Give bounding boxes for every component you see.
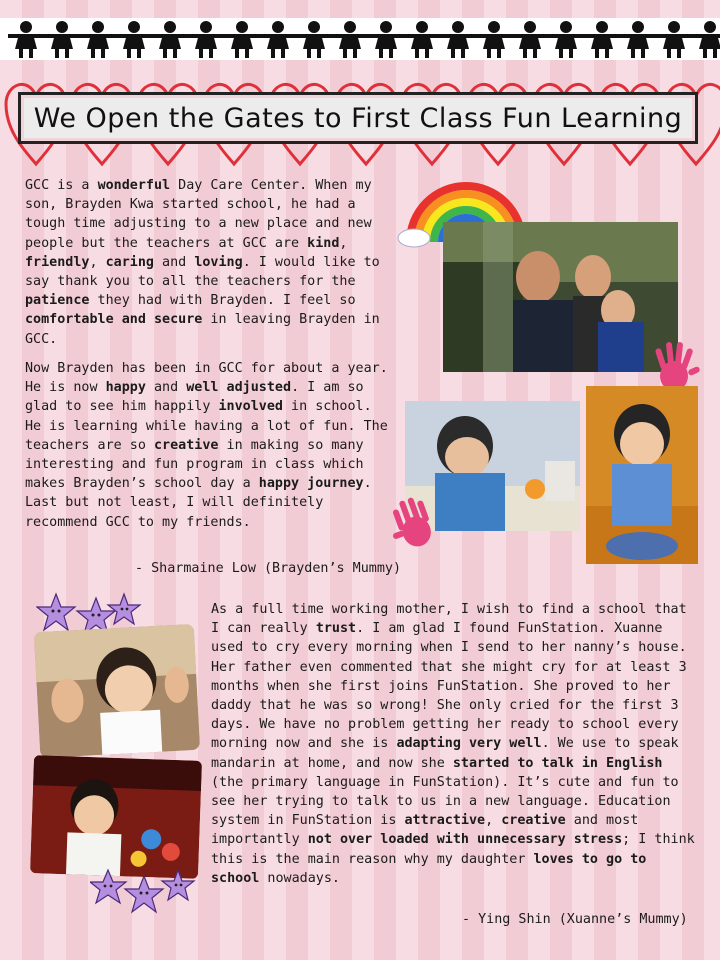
body-text: nowadays.	[259, 870, 340, 886]
emphasis-text: caring	[105, 254, 154, 270]
child-figure-icon	[224, 21, 260, 58]
emphasis-text: well adjusted	[186, 380, 292, 396]
testimonial-1-signature: - Sharmaine Low (Brayden’s Mummy)	[135, 561, 402, 576]
body-text: ,	[485, 813, 502, 829]
body-text: . I am so glad to see him happily	[25, 380, 364, 415]
body-text: GCC is a	[25, 178, 98, 193]
testimonial-1-paragraph-2	[25, 359, 393, 532]
child-figure-icon	[332, 21, 368, 58]
emphasis-text: happy journey	[258, 476, 364, 492]
emphasis-text: friendly	[25, 254, 90, 270]
body-text: (the primary language in FunStation). It’s cute and fun to see her trying to talk to us in a new language. Education system in FunStation is	[211, 774, 679, 829]
child-figure-icon	[476, 21, 512, 58]
body-text: As a full time working mother, I wish to find a school that I can really	[211, 602, 687, 637]
family-photo	[443, 222, 678, 372]
girl-waving-photo	[34, 624, 200, 758]
testimonial-1-paragraph-1	[25, 176, 393, 349]
child-figure-icon	[656, 21, 692, 58]
testimonial-1-text	[25, 176, 393, 355]
body-text: Day Care Center. When my son, Brayden Kwa started school, he had a tough time adjusting to a new place and new people but the teachers at GCC are	[25, 178, 372, 251]
child-figure-icon	[584, 21, 620, 58]
body-text: ,	[89, 254, 106, 270]
page-title: We Open the Gates to First Class Fun Learning	[33, 102, 683, 134]
child-figure-icon	[44, 21, 80, 58]
testimonial-1-text-cont	[25, 359, 393, 538]
testimonial-2-paragraph	[211, 600, 699, 888]
body-text: in leaving Brayden in GCC.	[25, 312, 380, 347]
body-text: and most importantly	[211, 813, 639, 848]
body-text: ,	[339, 235, 348, 251]
emphasis-text: trust	[315, 621, 357, 637]
body-text: . I would like to say thank you to all the teachers for the	[25, 254, 380, 290]
emphasis-text: comfortable and secure	[25, 312, 203, 328]
child-figure-icon	[188, 21, 224, 58]
emphasis-text: attractive	[404, 813, 486, 829]
emphasis-text: loves to go to school	[211, 851, 647, 886]
child-figure-icon	[296, 21, 332, 58]
handprint-icon	[388, 494, 440, 554]
child-figure-icon	[152, 21, 188, 58]
emphasis-text: happy	[105, 380, 146, 396]
body-text: and	[145, 380, 187, 396]
child-figure-icon	[620, 21, 656, 58]
body-text: ; I think this is the main reason why my daughter	[211, 832, 695, 867]
body-text: they had with Brayden. I feel so	[89, 293, 356, 309]
testimonial-2-signature: - Ying Shin (Xuanne’s Mummy)	[462, 912, 688, 927]
boy-standing-photo	[586, 386, 698, 564]
body-text: in school. He is learning while having a lot of fun. The teachers are so	[25, 399, 388, 453]
emphasis-text: kind	[307, 235, 340, 251]
emphasis-text: not over loaded with unnecessary stress	[307, 832, 623, 848]
child-figure-icon	[692, 21, 720, 58]
emphasis-text: started to talk in English	[452, 755, 663, 771]
child-figure-icon	[260, 21, 296, 58]
child-figure-icon	[512, 21, 548, 58]
child-figure-icon	[8, 21, 44, 58]
body-text: . I am glad I found FunStation. Xuanne used to cry every morning when I send to her nanny’s house. Her father even commented that she might cry for at least 3 months when she first joins FunStation. She proved to her daddy that he was so wrong! She only cried for the first 3 days. We have no problem getting her ready to school every morning now and she is	[211, 621, 687, 752]
child-figure-icon	[80, 21, 116, 58]
body-text: . Last but not least, I will definitely recommend GCC to my friends.	[25, 476, 372, 530]
purple-stars-icon	[90, 866, 196, 920]
testimonial-2-text	[211, 600, 699, 894]
emphasis-text: creative	[154, 437, 219, 453]
page-title-banner	[18, 92, 698, 144]
children-figures-border	[0, 18, 720, 60]
emphasis-text: creative	[501, 813, 566, 829]
child-figure-icon	[548, 21, 584, 58]
emphasis-text: loving	[194, 254, 243, 270]
child-figure-icon	[440, 21, 476, 58]
child-figure-icon	[368, 21, 404, 58]
body-text: . We use to speak mandarin at home, and now she	[211, 736, 679, 771]
child-figure-icon	[116, 21, 152, 58]
emphasis-text: adapting very well	[396, 736, 542, 752]
body-text: Now Brayden has been in GCC for about a year. He is now	[25, 361, 388, 396]
body-text: and	[154, 254, 195, 270]
girl-with-balls-photo	[30, 755, 202, 879]
emphasis-text: patience	[25, 293, 90, 309]
emphasis-text: involved	[218, 399, 283, 415]
emphasis-text: wonderful	[97, 178, 171, 193]
child-figure-icon	[404, 21, 440, 58]
body-text: in making so many interesting and fun program in class which makes Brayden’s school day a	[25, 437, 364, 492]
